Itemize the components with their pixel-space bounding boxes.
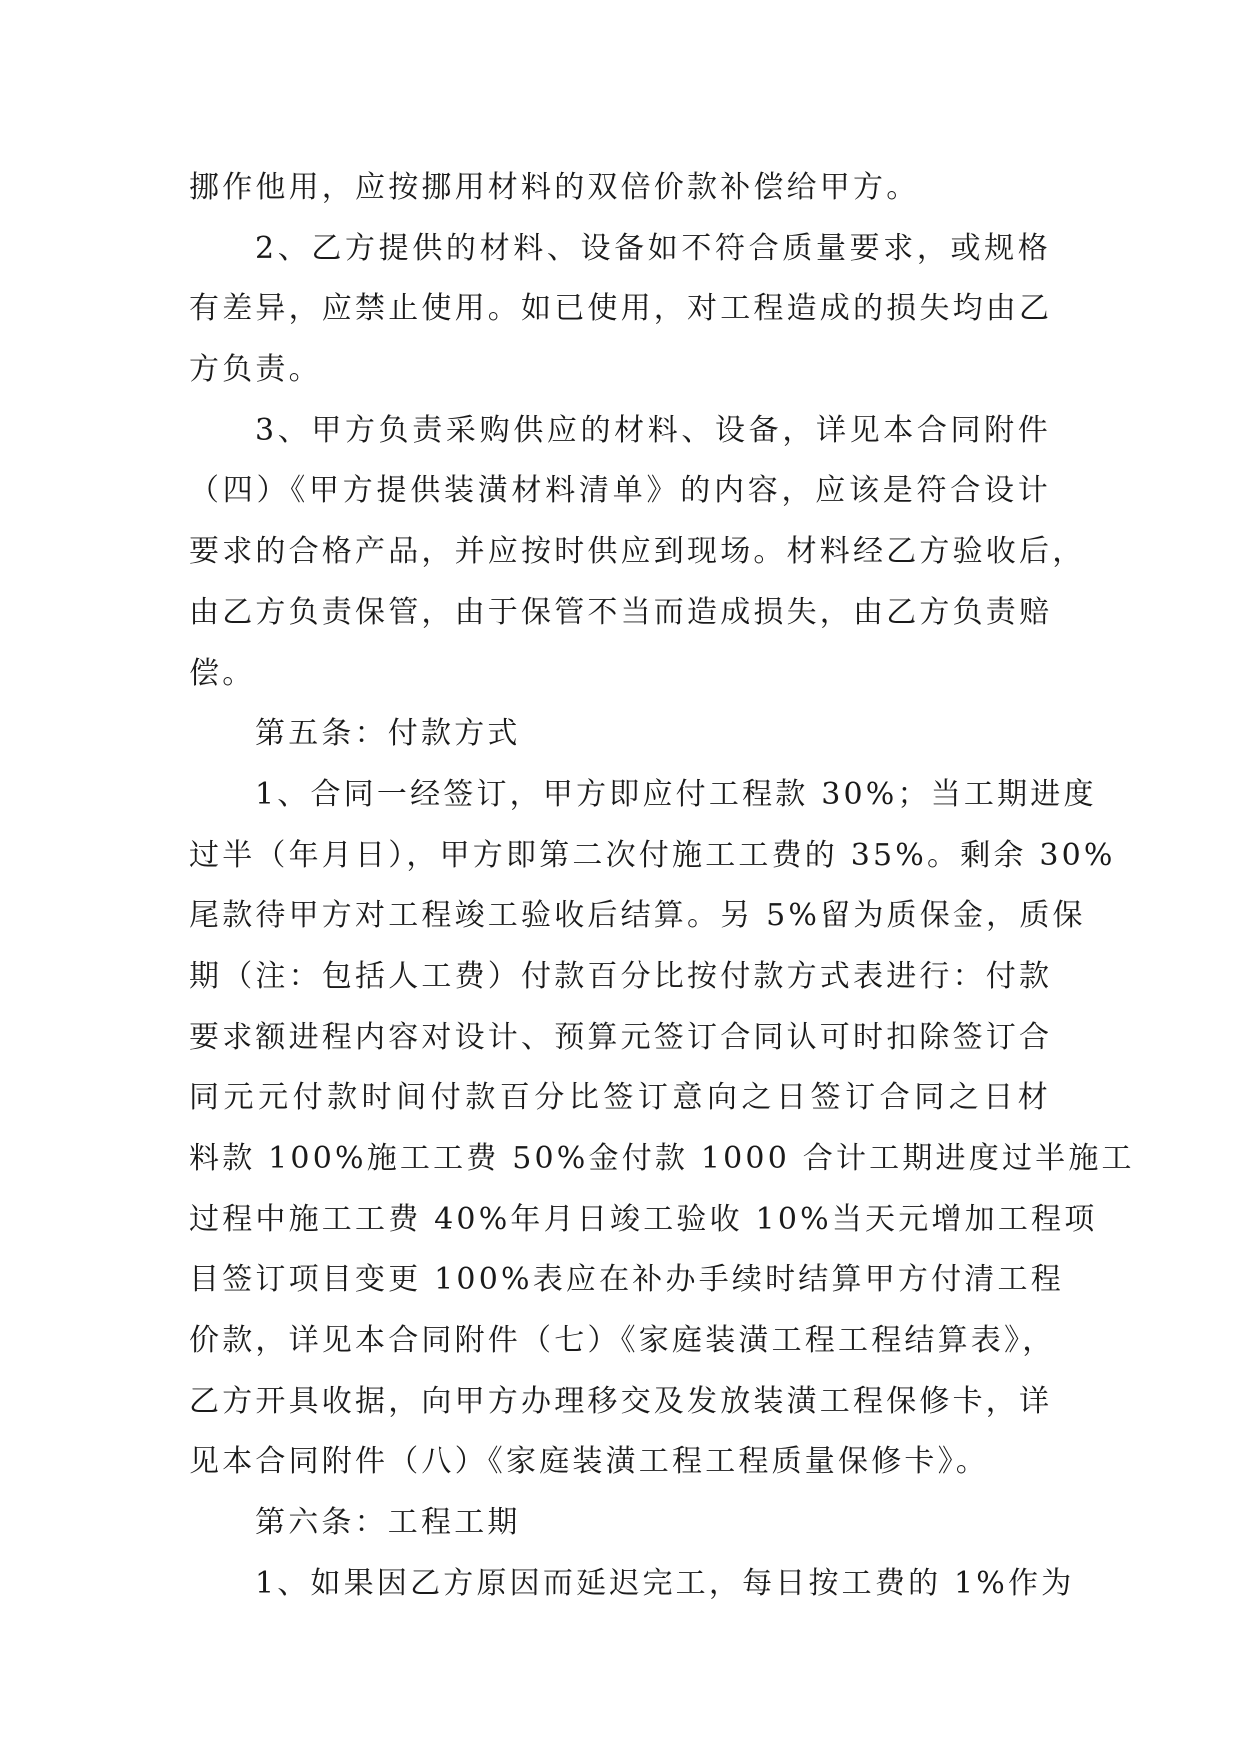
text-line: 乙方开具收据，向甲方办理移交及发放装潢工程保修卡，详 (189, 1383, 1053, 1419)
text-line: （四）《甲方提供装潢材料清单》的内容，应该是符合设计 (189, 473, 1051, 509)
text-line: 挪作他用，应按挪用材料的双倍价款补偿给甲方。 (189, 170, 920, 205)
text-line: 方负责。 (189, 352, 322, 388)
text-line: 有差异，应禁止使用。如已使用，对工程造成的损失均由乙 (189, 291, 1053, 327)
section-heading: 第五条：付款方式 (255, 716, 521, 752)
text-line: 价款，详见本合同附件（七）《家庭装潢工程工程结算表》， (189, 1323, 1056, 1359)
text-line: 期（注：包括人工费）付款百分比按付款方式表进行：付款 (189, 958, 1053, 994)
text-line: 见本合同附件（八）《家庭装潢工程工程质量保修卡》。 (189, 1444, 989, 1480)
text-line: 由乙方负责保管，由于保管不当而造成损失，由乙方负责赔 (189, 594, 1053, 630)
text-line: 同元元付款时间付款百分比签订意向之日签订合同之日材 (189, 1080, 1051, 1116)
section-heading: 第六条：工程工期 (255, 1505, 521, 1541)
text-line: 过程中施工工费 40%年月日竣工验收 10%当天元增加工程项 (189, 1201, 1098, 1237)
text-line: 过半（年月日），甲方即第二次付施工工费的 35%。剩余 30% (189, 837, 1116, 873)
text-line: 要求额进程内容对设计、预算元签订合同认可时扣除签订合 (189, 1019, 1053, 1055)
text-line: 要求的合格产品，并应按时供应到现场。材料经乙方验收后， (189, 534, 1086, 570)
text-line: 料款 100%施工工费 50%金付款 1000 合计工期进度过半施工 (189, 1141, 1135, 1176)
document-body (189, 158, 1135, 1615)
text-line: 3、甲方负责采购供应的材料、设备，详见本合同附件 (255, 412, 1051, 448)
text-line: 偿。 (189, 655, 256, 691)
text-line: 尾款待甲方对工程竣工验收后结算。另 5%留为质保金，质保 (189, 898, 1086, 934)
text-line: 2、乙方提供的材料、设备如不符合质量要求，或规格 (255, 230, 1051, 266)
text-line: 1、合同一经签订，甲方即应付工程款 30%；当工期进度 (255, 776, 1097, 812)
text-line: 目签订项目变更 100%表应在补办手续时结算甲方付清工程 (189, 1262, 1064, 1298)
text-line: 1、如果因乙方原因而延迟完工，每日按工费的 1%作为 (255, 1565, 1075, 1601)
